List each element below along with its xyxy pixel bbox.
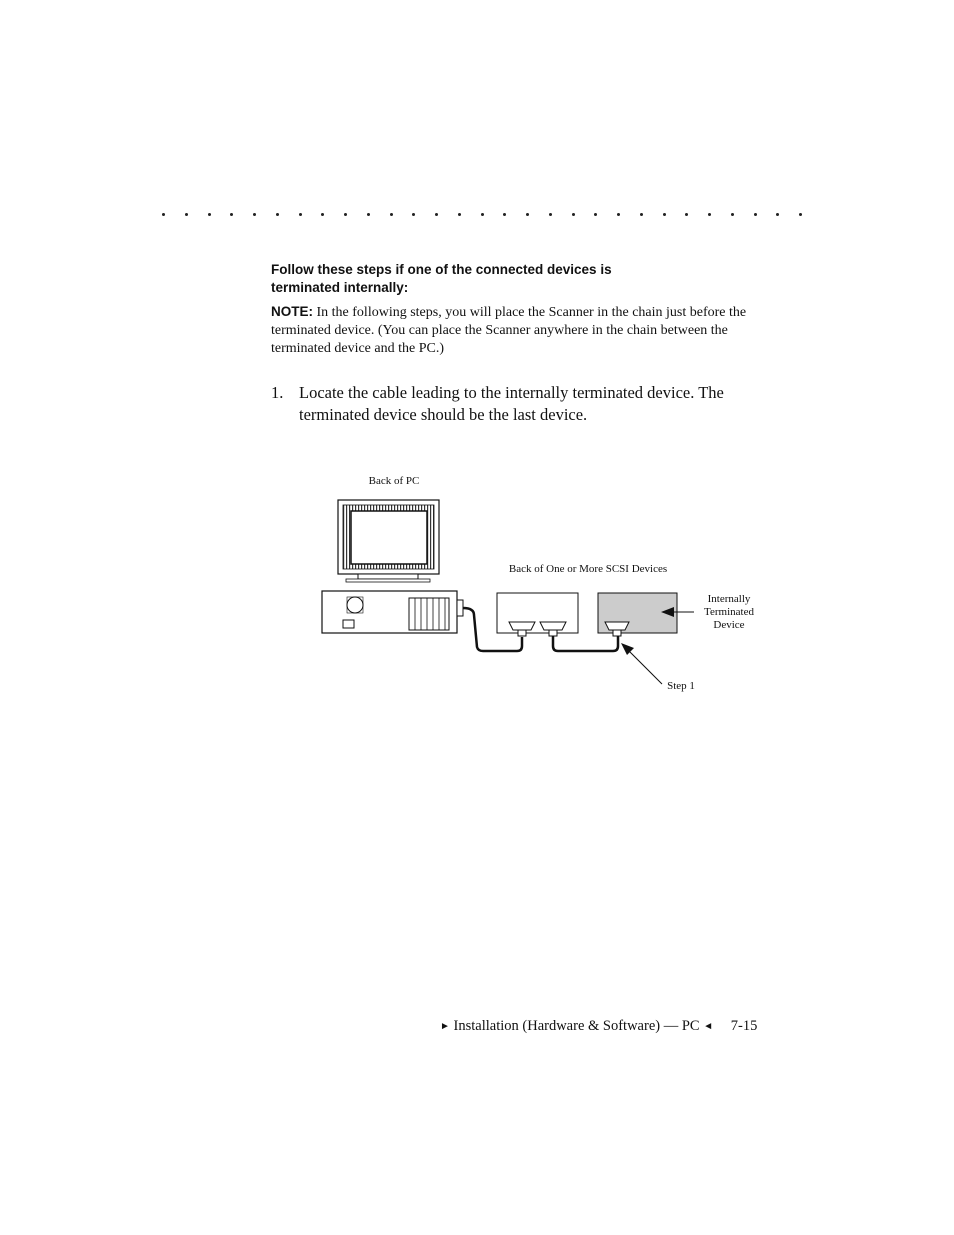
scsi-port-out-icon (540, 622, 566, 630)
rule-dot (230, 213, 233, 216)
label-internally-1: Internally (707, 593, 751, 605)
chapter-title: Installation (Hardware & Software) — PC (453, 1018, 700, 1034)
rule-dot (549, 213, 552, 216)
rule-dot (594, 213, 597, 216)
scsi-device-box (497, 593, 578, 636)
rule-dot (731, 213, 734, 216)
rule-dot (617, 213, 620, 216)
rule-dot (253, 213, 256, 216)
label-step1: Step 1 (667, 680, 695, 692)
rule-dot (276, 213, 279, 216)
rule-dot (481, 213, 484, 216)
rule-dot (754, 213, 757, 216)
scsi-chain-diagram (310, 465, 780, 705)
rule-dot (685, 213, 688, 216)
step1-arrow-icon (621, 643, 662, 684)
note-label: NOTE: (271, 304, 313, 319)
scsi-cable-2 (553, 636, 618, 651)
rule-dot (776, 213, 779, 216)
section-heading-line1: Follow these steps if one of the connected devices is (271, 262, 612, 277)
rule-dot (526, 213, 529, 216)
section-heading (271, 261, 791, 297)
rule-dot (708, 213, 711, 216)
left-arrow-icon: ◄ (703, 1021, 714, 1032)
rule-dot (503, 213, 506, 216)
label-internally-3: Device (713, 619, 745, 631)
pc-case-icon (322, 591, 463, 633)
rule-dot (367, 213, 370, 216)
terminated-port-icon (605, 622, 629, 630)
note-text: In the following steps, you will place the Scanner in the chain just before the terminated device. (You can place the Scanner anywhere in the chain between the terminated device and the PC.) (271, 305, 747, 356)
rule-dot (390, 213, 393, 216)
page-footer (440, 1016, 800, 1036)
rule-dot (321, 213, 324, 216)
rule-dot (344, 213, 347, 216)
note-paragraph (271, 303, 791, 358)
rule-dot (185, 213, 188, 216)
step-text: Locate the cable leading to the internally terminated device. The terminated device should be the last device. (299, 383, 724, 424)
rule-dot (412, 213, 415, 216)
rule-dot (799, 213, 802, 216)
terminated-device-box (598, 593, 677, 636)
page-number: 7-15 (730, 1018, 758, 1034)
rule-dot (640, 213, 643, 216)
rule-dot (572, 213, 575, 216)
step-number: 1. (271, 383, 284, 402)
dotted-rule (162, 208, 802, 220)
expansion-slots (409, 598, 449, 630)
right-arrow-icon: ► (440, 1021, 450, 1032)
rule-dot (458, 213, 461, 216)
rule-dot (663, 213, 666, 216)
rule-dot (208, 213, 211, 216)
label-internally-2: Terminated (704, 606, 754, 618)
step-1 (271, 382, 791, 426)
rule-dot (299, 213, 302, 216)
scsi-port-in-icon (509, 622, 535, 630)
label-scsi-devices: Back of One or More SCSI Devices (508, 563, 668, 575)
section-heading-line2: terminated internally: (271, 280, 409, 295)
label-back-of-pc: Back of PC (368, 475, 420, 487)
rule-dot (162, 213, 165, 216)
monitor-icon (338, 500, 439, 582)
rule-dot (435, 213, 438, 216)
